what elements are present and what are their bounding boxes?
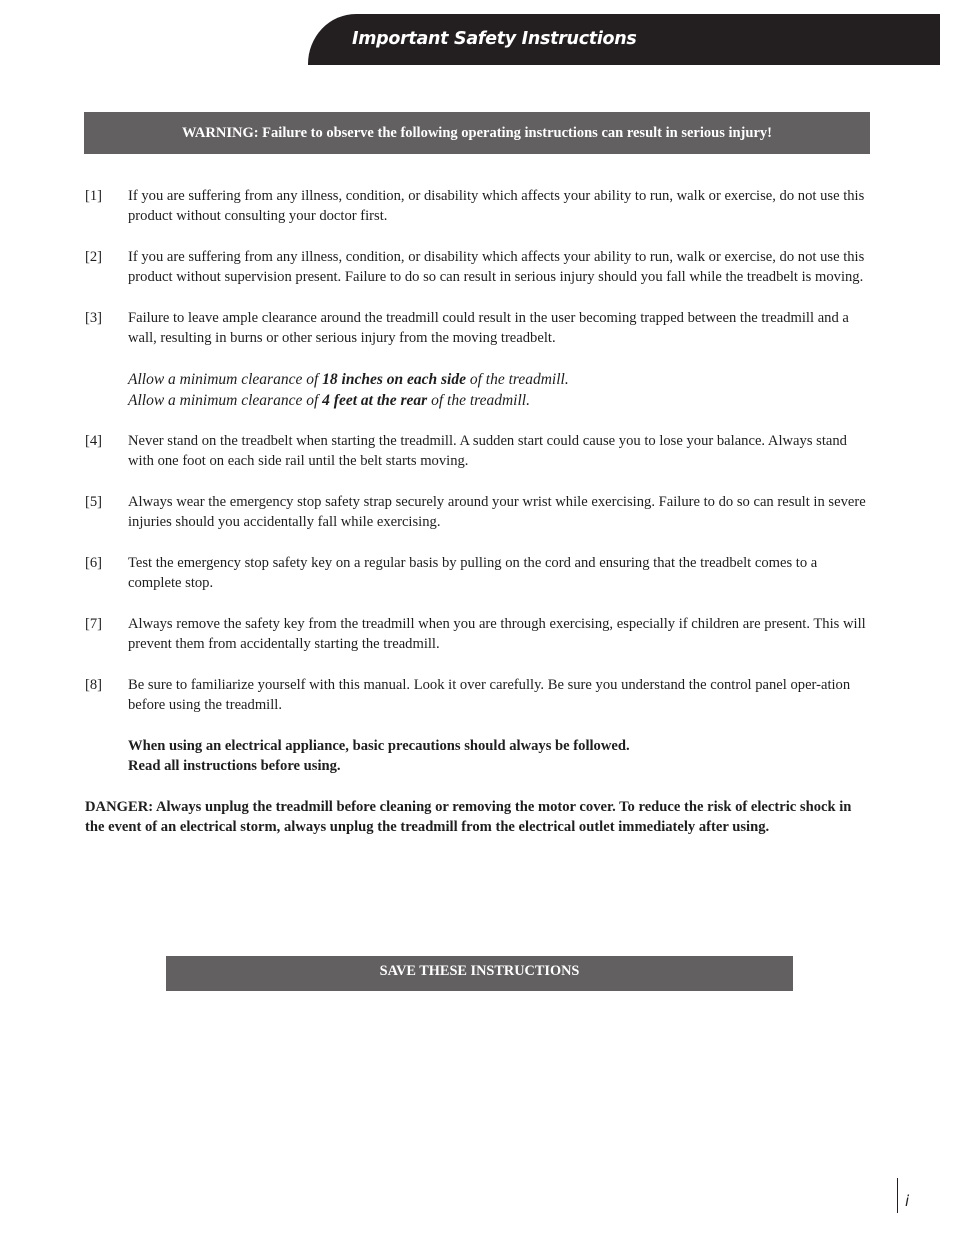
clearance-rear-value: 4 feet at the rear xyxy=(322,391,428,409)
clearance-side-post: of the treadmill. xyxy=(465,370,569,388)
instruction-item-8 xyxy=(85,675,870,716)
instruction-item-2 xyxy=(85,247,870,288)
instruction-number: [2] xyxy=(85,248,103,265)
instruction-text: Never stand on the treadbelt when starting the treadmill. A sudden start could cause you to lose your balance. Always stand with one foot on each side rail until the belt starts moving. xyxy=(128,432,847,470)
instruction-number: [7] xyxy=(85,615,103,632)
instruction-item-3 xyxy=(85,308,870,349)
instruction-number: [1] xyxy=(85,188,103,204)
precaution-line-1: When using an electrical appliance, basic precautions should always be followed. xyxy=(128,737,630,754)
header-tab xyxy=(308,14,940,65)
page-number: i xyxy=(905,1192,910,1210)
precaution-line-2: Read all instructions before using. xyxy=(128,758,341,775)
warning-banner: WARNING: Failure to observe the following operating instructions can result in serious injury! xyxy=(84,112,870,154)
page-number-divider xyxy=(897,1178,898,1213)
instruction-item-7 xyxy=(85,614,870,655)
instruction-text: Test the emergency stop safety key on a regular basis by pulling on the cord and ensuring that the treadbelt comes to a complete stop. xyxy=(128,554,818,592)
instruction-text: If you are suffering from any illness, condition, or disability which affects your ability to run, walk or exercise, do not use this product without supervision present. Failure to do so can result in serious injury should you fall while the treadbelt is moving. xyxy=(128,248,865,286)
instruction-text: Always remove the safety key from the treadmill when you are through exercising, especially if children are present. This will prevent them from accidentally starting the treadmill. xyxy=(128,615,866,653)
instruction-number: [8] xyxy=(85,676,103,693)
instruction-text: Be sure to familiarize yourself with this manual. Look it over carefully. Be sure you understand the control panel oper-ation before using the treadmill. xyxy=(128,676,851,714)
clearance-side-pre: Allow a minimum clearance of xyxy=(128,370,323,388)
instruction-item-4 xyxy=(85,431,870,472)
instruction-number: [6] xyxy=(85,554,103,571)
clearance-note xyxy=(85,369,870,411)
danger-notice: DANGER: Always unplug the treadmill before cleaning or removing the motor cover. To reduce the risk of electric shock in the event of an electrical storm, always unplug the treadmill from the electrical outlet immediately after using. xyxy=(85,798,852,836)
instruction-number: [3] xyxy=(85,309,103,326)
instruction-text: Always wear the emergency stop safety strap securely around your wrist while exercising. Failure to do so can result in severe injuries should you accidentally fall while exercising. xyxy=(128,493,866,531)
page-title: Important Safety Instructions xyxy=(352,29,637,49)
clearance-rear-post: of the treadmill. xyxy=(427,391,530,409)
electrical-precautions xyxy=(85,736,870,777)
instructions-list xyxy=(85,186,870,837)
clearance-rear-pre: Allow a minimum clearance of xyxy=(128,391,323,409)
clearance-side-line xyxy=(128,369,870,390)
clearance-side-value: 18 inches on each side xyxy=(322,370,466,388)
instruction-text: If you are suffering from any illness, condition, or disability which affects your ability to run, walk or exercise, do not use this product without consulting your doctor first. xyxy=(128,188,865,225)
instruction-number: [4] xyxy=(85,432,103,449)
instruction-item-5 xyxy=(85,492,870,533)
instruction-item-6 xyxy=(85,553,870,594)
instruction-text: Failure to leave ample clearance around the treadmill could result in the user becoming trapped between the treadmill and a wall, resulting in burns or other serious injury from the moving treadbelt. xyxy=(128,309,849,347)
save-instructions-banner: SAVE THESE INSTRUCTIONS xyxy=(166,956,793,991)
instruction-number: [5] xyxy=(85,493,103,510)
clearance-rear-line xyxy=(128,390,870,411)
instruction-item-1 xyxy=(85,186,870,227)
